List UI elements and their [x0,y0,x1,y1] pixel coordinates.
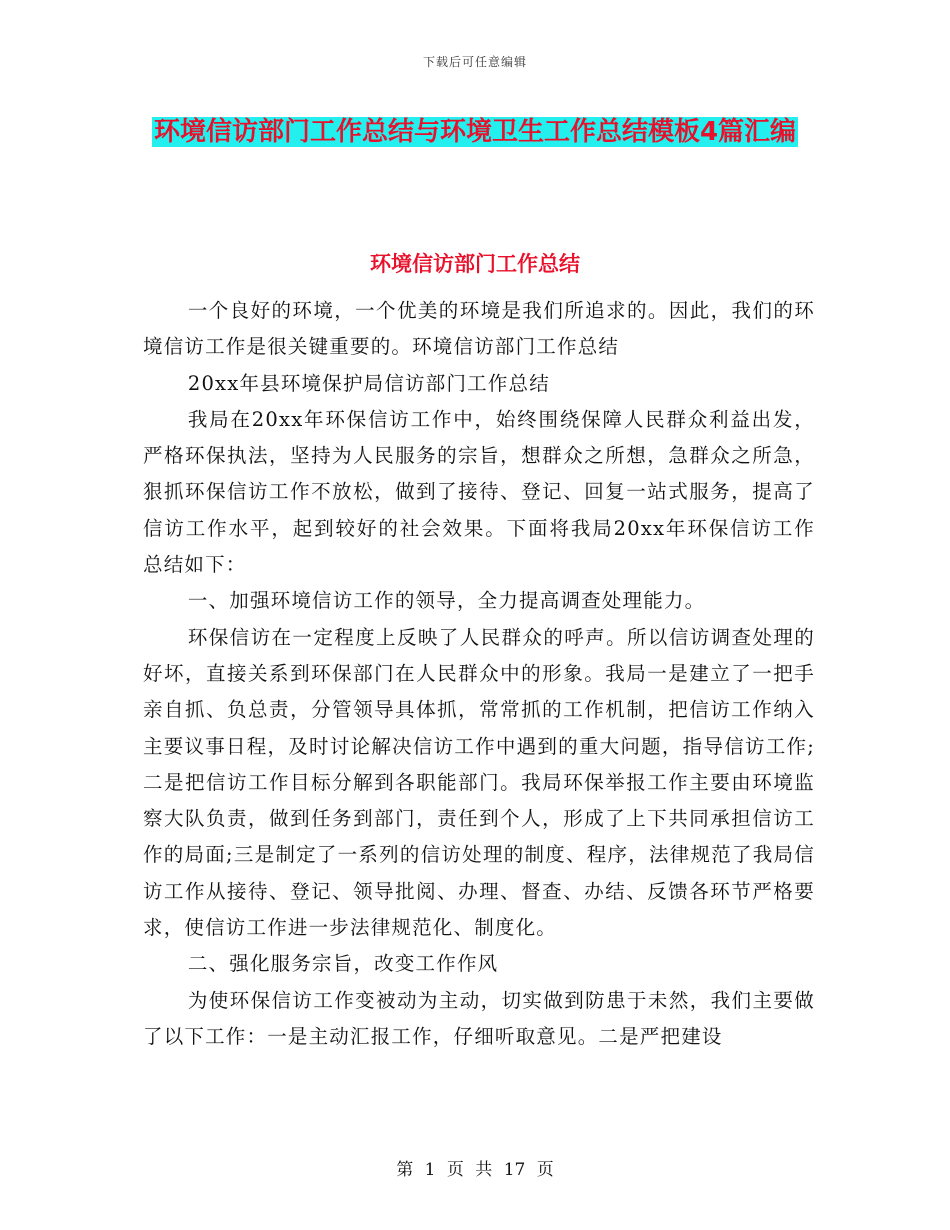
paragraph: 二、强化服务宗旨，改变工作作风 [187,952,499,976]
paragraph: 20xx年县环境保护局信访部门工作总结 [187,371,550,395]
paragraph: 环保信访在一定程度上反映了人民群众的呼声。所以信访调查处理的好坏，直接关系到环保部门在人民群众中的形象。我局一是建立了一把手亲自抓、负总责，分管领导具体抓，常常抓的工作机制，把信访工作纳入主要议事日程，及时讨论解决信访工作中遇到的重大问题，指导信访工作;二是把信访工作目标分解到各职能部门。我局环保举报工作主要由环境监察大队负责，做到任务到部门，责任到个人，形成了上下共同承担信访工作的局面;三是制定了一系列的信访处理的制度、程序，法律规范了我局信访工作从接待、登记、领导批阅、办理、督查、办结、反馈各环节严格要求，使信访工作进一步法律规范化、制度化。 [143,625,815,940]
document-title-text: 环境信访部门工作总结与环境卫生工作总结模板4篇汇编 [153,117,797,147]
paragraph: 一、加强环境信访工作的领导，全力提高调查处理能力。 [187,589,706,613]
page-header-note: 下载后可任意编辑 [422,55,527,69]
document-body [143,293,815,1055]
paragraph: 一个良好的环境，一个优美的环境是我们所追求的。因此，我们的环境信访工作是很关键重要的。环境信访部门工作总结 [143,299,815,359]
paragraph: 为使环保信访工作变被动为主动，切实做到防患于未然，我们主要做了以下工作：一是主动汇报工作，仔细听取意见。二是严把建设 [143,988,815,1048]
paragraph: 我局在20xx年环保信访工作中，始终围绕保障人民群众利益出发，严格环保执法，坚持为人民服务的宗旨，想群众之所想，急群众之所急，狠抓环保信访工作不放松，做到了接待、登记、回复一站式服务，提高了信访工作水平，起到较好的社会效果。下面将我局20xx年环保信访工作总结如下： [143,407,815,577]
document-title [140,108,810,156]
section-title: 环境信访部门工作总结 [370,252,580,276]
page-number: 第 1 页 共 17 页 [396,1160,554,1180]
